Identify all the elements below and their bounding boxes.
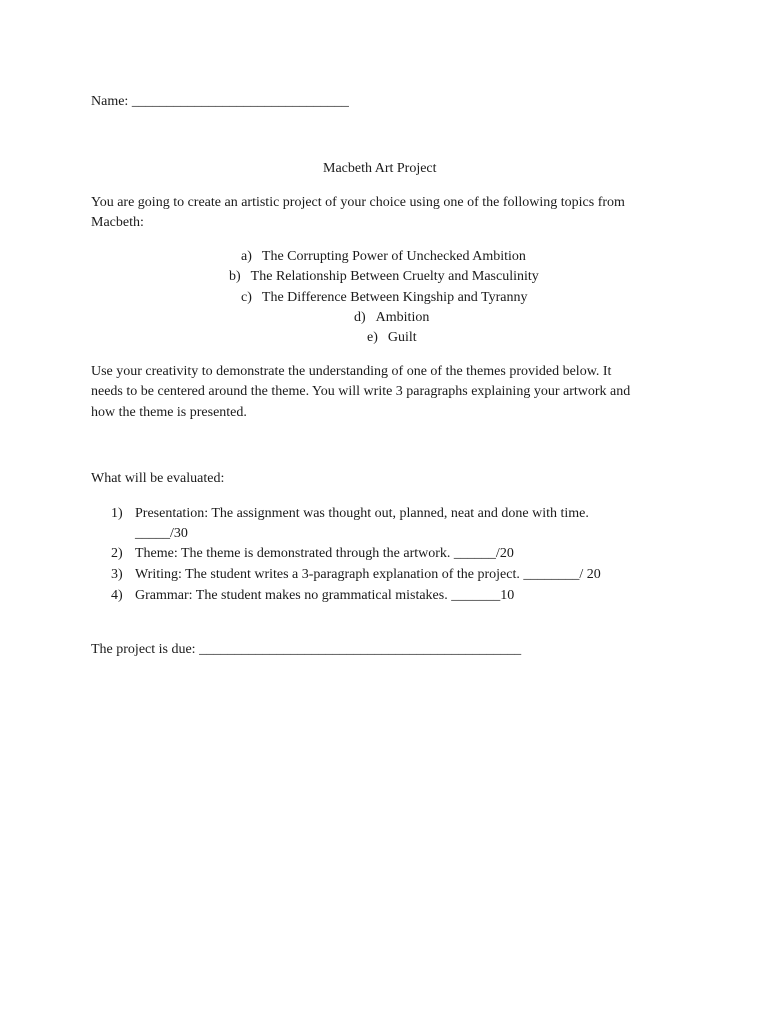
evaluation-item (111, 546, 514, 562)
instructions-line-2: needs to be centered around the theme. You will write 3 paragraphs explaining your artwork and (91, 384, 631, 399)
topic-item (241, 290, 527, 306)
topic-letter: e) (367, 330, 378, 345)
instructions-line-1: Use your creativity to demonstrate the understanding of one of the themes provided below. It (91, 364, 612, 379)
topic-letter: d) (354, 310, 366, 325)
evaluation-item-text: Presentation: The assignment was thought out, planned, neat and done with time. (135, 506, 589, 521)
evaluation-item-continuation: _____/30 (135, 526, 188, 541)
instructions-line-3: how the theme is presented. (91, 405, 247, 420)
topic-item (367, 330, 417, 346)
topic-label: The Relationship Between Cruelty and Masculinity (250, 269, 539, 284)
evaluation-item-number: 4) (111, 588, 123, 603)
topic-letter: b) (229, 269, 241, 284)
evaluation-item-text: Writing: The student writes a 3-paragraph explanation of the project. ________/ 20 (135, 567, 601, 582)
evaluation-item-number: 1) (111, 506, 123, 521)
topic-item (241, 249, 526, 265)
topic-item (229, 269, 539, 285)
topic-label: The Difference Between Kingship and Tyranny (261, 290, 528, 305)
page-title: Macbeth Art Project (323, 161, 437, 176)
evaluation-item (111, 506, 589, 522)
intro-line-2: Macbeth: (91, 215, 144, 230)
name-field-line: Name: _______________________________ (91, 94, 349, 109)
intro-line-1: You are going to create an artistic project of your choice using one of the following topics from (91, 195, 625, 210)
topic-letter: c) (241, 290, 252, 305)
evaluation-heading: What will be evaluated: (91, 471, 225, 486)
topic-label: Guilt (387, 330, 417, 345)
evaluation-item-number: 2) (111, 546, 123, 561)
evaluation-item-text: Grammar: The student makes no grammatical mistakes. _______10 (135, 588, 515, 603)
due-date-line: The project is due: ______________________________________________ (91, 642, 522, 657)
topic-letter: a) (241, 249, 252, 264)
evaluation-item-number: 3) (111, 567, 123, 582)
evaluation-item (111, 588, 514, 604)
topic-label: The Corrupting Power of Unchecked Ambition (261, 249, 526, 264)
evaluation-item-text: Theme: The theme is demonstrated through the artwork. ______/20 (135, 546, 514, 561)
topic-item (354, 310, 429, 326)
evaluation-item (111, 567, 601, 583)
topic-label: Ambition (375, 310, 430, 325)
